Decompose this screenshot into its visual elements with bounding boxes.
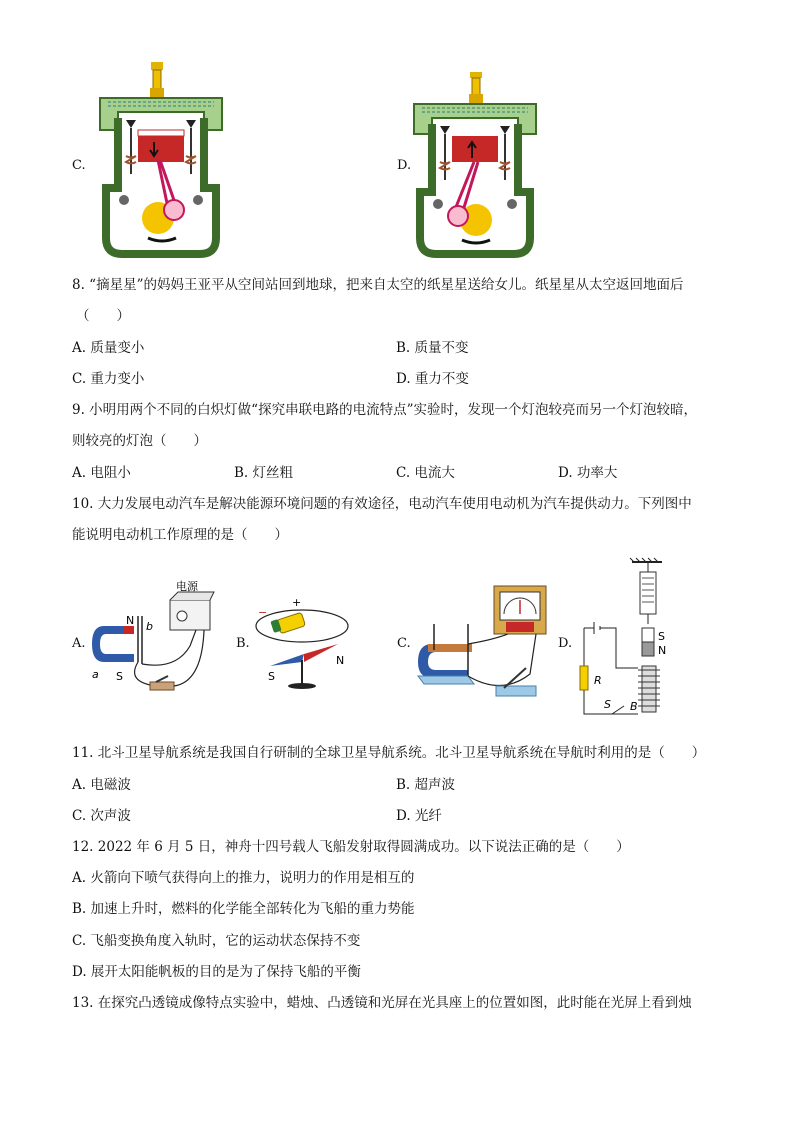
q11-option-a[interactable]: A. 电磁波	[72, 777, 131, 793]
fig-d-s-label: S	[658, 630, 665, 643]
figure-b-oersted-experiment	[252, 596, 362, 692]
q10-stem-line2: 能说明电动机工作原理的是（ ）	[72, 527, 288, 543]
q9-option-a[interactable]: A. 电阻小	[72, 465, 131, 481]
figure-d-electromagnet-circuit	[572, 558, 682, 726]
fig-b-n-label: N	[336, 654, 345, 667]
q9-stem-line2: 则较亮的灯泡（ ）	[72, 433, 207, 449]
engine-diagram-d	[412, 70, 538, 258]
figure-c-electromagnetic-induction	[412, 584, 552, 708]
fig-a-power-label: 电源	[176, 580, 198, 593]
fig-b-plus-label: +	[292, 596, 302, 609]
q8-option-b[interactable]: B. 质量不变	[396, 340, 469, 356]
q10-option-a-label[interactable]: A.	[72, 636, 86, 651]
q12-option-d[interactable]: D. 展开太阳能帆板的目的是为了保持飞船的平衡	[72, 964, 361, 980]
q10-option-b-label[interactable]: B.	[236, 636, 250, 651]
fig-a-s-label: S	[116, 670, 123, 683]
q9-stem-line1: 9. 小明用两个不同的白炽灯做“探究串联电路的电流特点”实验时，发现一个灯泡较亮而另一个灯泡较暗，	[72, 402, 697, 418]
q12-option-c[interactable]: C. 飞船变换角度入轨时，它的运动状态保持不变	[72, 933, 361, 949]
q10-option-c-label[interactable]: C.	[397, 636, 411, 651]
q8-stem-line1: 8. “摘星星”的妈妈王亚平从空间站回到地球，把来自太空的纸星星送给女儿。纸星星从太空返回地面后	[72, 277, 684, 293]
q9-option-b[interactable]: B. 灯丝粗	[234, 465, 294, 481]
option-c-label: C.	[72, 158, 86, 173]
q8-option-d[interactable]: D. 重力不变	[396, 371, 469, 387]
fig-d-n-label: N	[658, 644, 667, 657]
engine-diagram-c	[98, 58, 224, 258]
fig-b-minus-label: −	[258, 606, 268, 619]
q8-option-a[interactable]: A. 质量变小	[72, 340, 145, 356]
q11-option-b[interactable]: B. 超声波	[396, 777, 456, 793]
fig-d-switch-s-label: S	[604, 698, 611, 711]
fig-d-b-label: B	[630, 700, 638, 713]
q9-option-d[interactable]: D. 功率大	[558, 465, 618, 481]
fig-a-a-label: a	[92, 668, 99, 681]
q11-stem: 11. 北斗卫星导航系统是我国自行研制的全球卫星导航系统。北斗卫星导航系统在导航时利用的是（ ）	[72, 745, 706, 761]
fig-d-r-label: R	[594, 674, 602, 687]
q10-stem-line1: 10. 大力发展电动汽车是解决能源环境问题的有效途径，电动汽车使用电动机为汽车提供动力。下列图中	[72, 496, 692, 512]
q9-option-c[interactable]: C. 电流大	[396, 465, 455, 481]
fig-a-b-label: b	[146, 620, 153, 633]
option-d-label: D.	[397, 158, 412, 173]
q13-stem-line1: 13. 在探究凸透镜成像特点实验中，蜡烛、凸透镜和光屏在光具座上的位置如图，此时能在光屏上看到烛	[72, 995, 692, 1011]
q12-stem: 12. 2022 年 6 月 5 日，神舟十四号载人飞船发射取得圆满成功。以下说法正确的是（ ）	[72, 839, 630, 855]
q8-option-c[interactable]: C. 重力变小	[72, 371, 145, 387]
figure-a-current-in-magnetic-field	[86, 580, 216, 696]
q8-stem-line2: （ ）	[76, 308, 130, 324]
fig-b-s-label: S	[268, 670, 275, 683]
q11-option-c[interactable]: C. 次声波	[72, 808, 131, 824]
q10-option-d-label[interactable]: D.	[558, 636, 573, 651]
q12-option-b[interactable]: B. 加速上升时，燃料的化学能全部转化为飞船的重力势能	[72, 901, 415, 917]
fig-a-n-label: N	[126, 614, 135, 627]
q12-option-a[interactable]: A. 火箭向下喷气获得向上的推力，说明力的作用是相互的	[72, 870, 415, 886]
q11-option-d[interactable]: D. 光纤	[396, 808, 442, 824]
